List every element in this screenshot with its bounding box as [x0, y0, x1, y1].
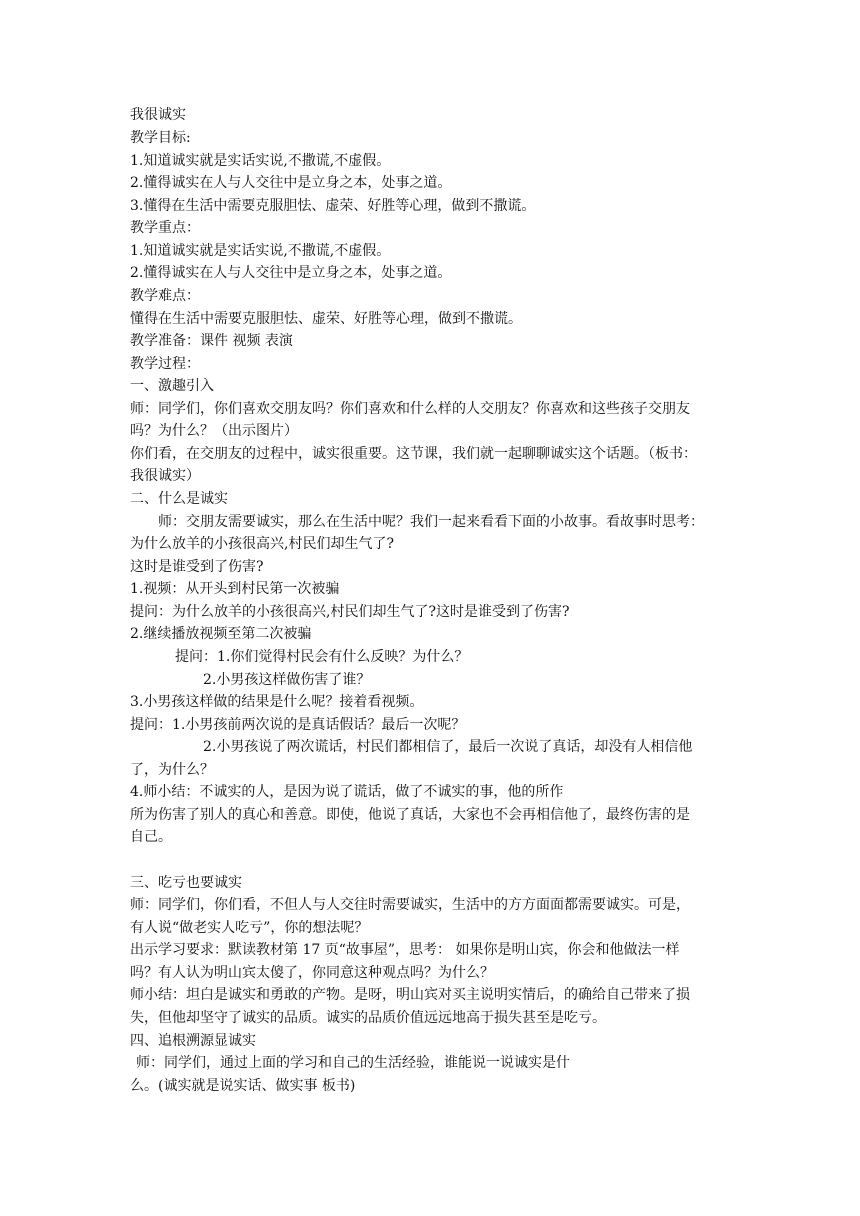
text-line: 2.继续播放视频至第二次被骗 [130, 626, 312, 642]
section-heading: 一、激趣引入 [130, 378, 214, 394]
text-line: 么。(诚实就是说实话、做实事 板书) [130, 1078, 356, 1094]
text-line: 这时是谁受到了伤害? [130, 559, 264, 575]
text-line: 3.小男孩这样做的结果是什么呢？接着看视频。 [130, 694, 424, 710]
section-heading: 教学过程： [130, 356, 200, 372]
text-line: 提问：1.小男孩前两次说的是真话假话？最后一次呢？ [130, 717, 466, 733]
text-line: 2.懂得诚实在人与人交往中是立身之本，处事之道。 [130, 175, 452, 191]
text-line: 师：同学们，你们看，不但人与人交往时需要诚实，生活中的方方面面都需要诚实。可是， [130, 897, 690, 913]
text-line: 1.知道诚实就是实话实说,不撒谎,不虚假。 [130, 243, 391, 259]
text-line: 3.懂得在生活中需要克服胆怯、虚荣、好胜等心理，做到不撒谎。 [130, 198, 536, 214]
text-line: 了，为什么？ [130, 762, 214, 778]
text-line: 有人说“做老实人吃亏”，你的想法呢？ [130, 920, 369, 936]
section-heading: 三、吃亏也要诚实 [130, 875, 242, 891]
text-line: 吗？有人认为明山宾太傻了，你同意这种观点吗？为什么？ [130, 965, 494, 981]
text-line: 2.小男孩说了两次谎话，村民们都相信了，最后一次说了真话，却没有人相信他 [203, 739, 693, 755]
text-line: 所为伤害了别人的真心和善意。即使，他说了真话，大家也不会再相信他了，最终伤害的是 [130, 807, 690, 823]
text-line: 出示学习要求：默读教材第 17 页“故事屋”，思考： 如果你是明山宾，你会和他做法一样 [130, 942, 680, 958]
text-line: 师：同学们，你们喜欢交朋友吗？你们喜欢和什么样的人交朋友？你喜欢和这些孩子交朋友 [130, 401, 690, 417]
text-line: 提问：为什么放羊的小孩很高兴,村民们却生气了?这时是谁受到了伤害? [130, 604, 570, 620]
section-heading: 教学难点： [130, 288, 200, 304]
text-line: 失，但他却坚守了诚实的品质。诚实的品质价值远远地高于损失甚至是吃亏。 [130, 1010, 606, 1026]
text-line: 师：交朋友需要诚实，那么在生活中呢？我们一起来看看下面的小故事。看故事时思考： [158, 514, 704, 530]
text-line: 懂得在生活中需要克服胆怯、虚荣、好胜等心理，做到不撒谎。 [130, 311, 522, 327]
section-heading: 教学重点： [130, 220, 200, 236]
text-line: 我很诚实） [130, 468, 200, 484]
text-line: 1.知道诚实就是实话实说,不撒谎,不虚假。 [130, 153, 391, 169]
text-line: 2.懂得诚实在人与人交往中是立身之本，处事之道。 [130, 265, 452, 281]
text-line: 师小结：坦白是诚实和勇敢的产物。是呀，明山宾对买主说明实情后，的确给自己带来了损 [130, 987, 690, 1003]
section-heading: 二、什么是诚实 [130, 491, 228, 507]
text-line: 提问：1.你们觉得村民会有什么反映？为什么？ [175, 649, 469, 665]
doc-title: 我很诚实 [130, 107, 186, 123]
section-heading: 四、追根溯源显诚实 [130, 1033, 256, 1049]
text-line: 师：同学们，通过上面的学习和自己的生活经验，谁能说一说诚实是什 [136, 1055, 570, 1071]
section-heading: 教学目标: [130, 130, 191, 146]
text-line: 为什么放羊的小孩很高兴,村民们却生气了? [130, 536, 394, 552]
text-line: 教学准备：课件 视频 表演 [130, 333, 293, 349]
text-line: 2.小男孩这样做伤害了谁？ [203, 672, 371, 688]
text-line: 自己。 [130, 829, 172, 845]
text-line: 1.视频：从开头到村民第一次被骗 [130, 581, 340, 597]
text-line: 你们看，在交朋友的过程中，诚实很重要。这节课，我们就一起聊聊诚实这个话题。（板书： [130, 446, 697, 462]
text-line: 吗？为什么？（出示图片） [130, 423, 298, 439]
text-line: 4.师小结：不诚实的人，是因为说了谎话，做了不诚实的事，他的所作 [130, 784, 564, 800]
